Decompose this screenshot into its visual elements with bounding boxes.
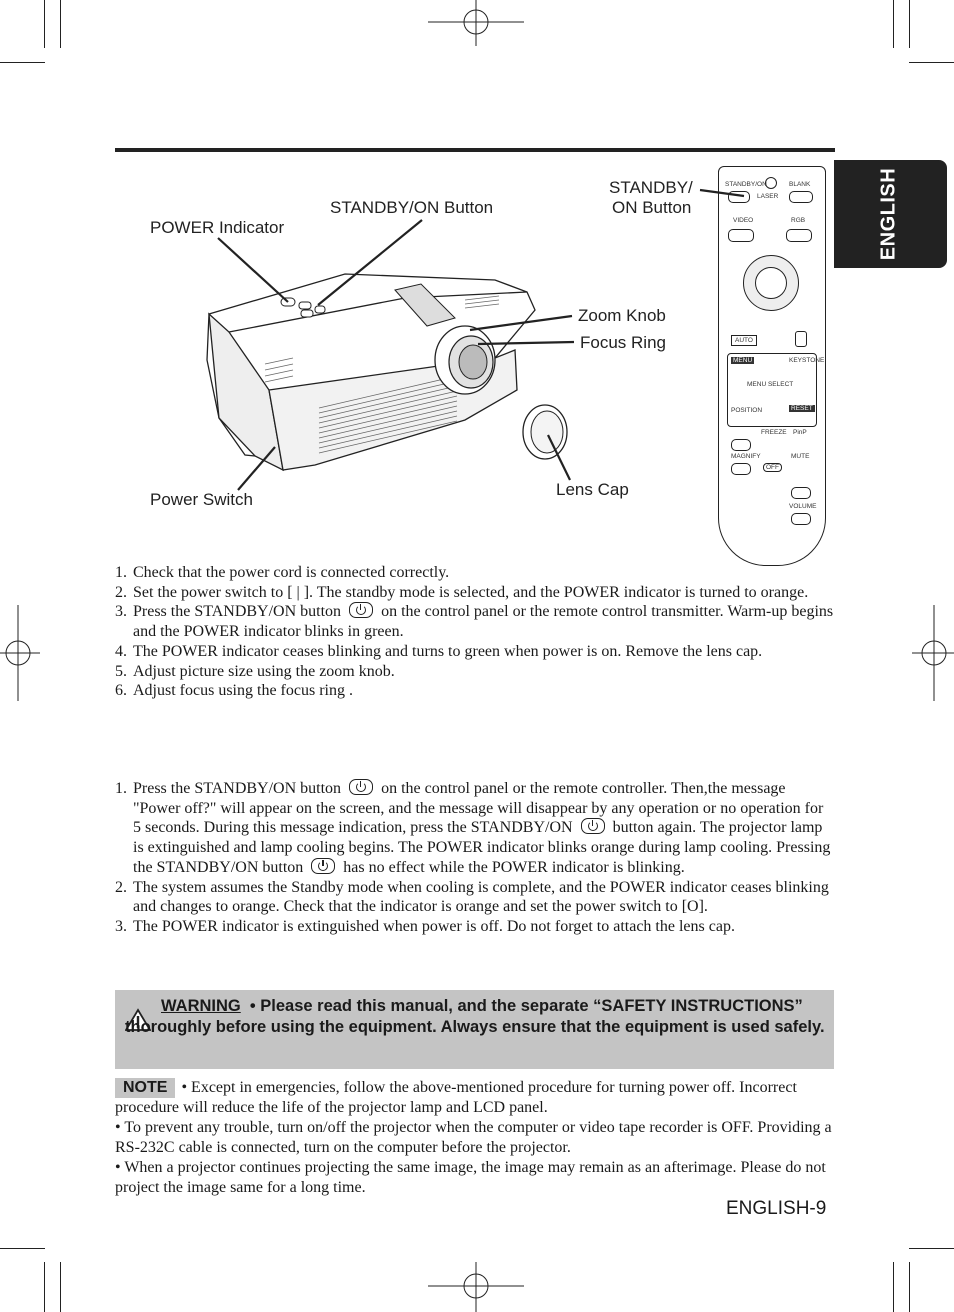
registration-mark [0, 605, 40, 701]
remote-label: LASER [757, 193, 779, 200]
list-item: 2. Set the power switch to [ | ]. The standby mode is selected, and the POWER indicator is turned to orange. [115, 583, 809, 601]
callout-lens-cap: Lens Cap [556, 480, 629, 499]
crop-mark [909, 1262, 910, 1312]
note-paragraph: • When a projector continues projecting the same image, the image may remain as an afterimage. Please do not project the image same for a long time. [115, 1159, 826, 1196]
registration-mark [428, 1262, 524, 1312]
list-item: 1. Press the STANDBY/ON button on the control panel or the remote controller. Then,the message "Power off?" will appear on the screen, and the message will disappear by any operation or no operation for 5 seconds. During this message indication, press the STANDBY/ON button again. The projector lamp is extinguished and lamp cooling begins. The POWER indicator blinks orange during lamp cooling. Pressing the STANDBY/ON button has no effect while the POWER indicator is blinking. [115, 780, 831, 876]
remote-label: STANDBY/ON [725, 181, 767, 188]
crop-mark [0, 1248, 45, 1249]
page-number: ENGLISH-9 [726, 1198, 827, 1219]
note-block [115, 1078, 835, 1198]
callout-zoom-knob: Zoom Knob [578, 306, 666, 325]
power-off-steps [115, 779, 835, 937]
standby-power-icon [349, 602, 373, 618]
list-item: 3. Press the STANDBY/ON button on the control panel or the remote control transmitter. Warm-up begins and the POWER indicator blinks in green. [115, 603, 834, 641]
remote-label: POSITION [731, 407, 763, 414]
callout-power-switch: Power Switch [150, 490, 253, 509]
power-on-steps [115, 563, 835, 701]
standby-power-icon [311, 858, 335, 874]
crop-mark [44, 1262, 45, 1312]
standby-power-icon [581, 818, 605, 834]
list-item: 1. Check that the power cord is connected correctly. [115, 564, 450, 581]
list-item: 5. Adjust picture size using the zoom knob. [115, 662, 395, 680]
remote-label: PinP [793, 429, 807, 436]
remote-label: MUTE [791, 453, 810, 460]
list-item: 2. The system assumes the Standby mode when cooling is complete, and the POWER indicator ceases blinking and changes to orange. Check that the indicator is orange and set the power switch to [O]. [115, 878, 829, 916]
callout-focus-ring: Focus Ring [580, 333, 666, 352]
crop-mark [60, 1262, 61, 1312]
registration-mark [912, 605, 954, 701]
crop-mark [909, 1248, 954, 1249]
remote-label: MAGNIFY [731, 453, 761, 460]
remote-auto-button[interactable]: AUTO [731, 335, 757, 346]
list-item: 3. The POWER indicator is extinguished when power is off. Do not forget to attach the lens cap. [115, 917, 735, 935]
remote-reset-button[interactable]: RESET [791, 405, 813, 412]
remote-label: BLANK [789, 181, 811, 188]
remote-label: VOLUME [789, 503, 817, 510]
remote-label: VIDEO [733, 217, 754, 224]
callout-remote-standby-line1: STANDBY/ [609, 178, 693, 197]
warning-box [115, 990, 834, 1069]
callout-remote-standby-line2: ON Button [612, 198, 692, 217]
remote-label: MENU SELECT [747, 381, 794, 388]
note-badge: NOTE [115, 1078, 175, 1098]
callout-power-indicator: POWER Indicator [150, 218, 285, 237]
note-paragraph: • To prevent any trouble, turn on/off the projector when the computer or video tape recorder is OFF. Providing a RS-232C cable is connected, turn on the computer before the projector. [115, 1119, 832, 1156]
remote-off-button[interactable]: OFF [763, 463, 782, 472]
callout-standby-button: STANDBY/ON Button [330, 198, 494, 217]
note-paragraph: • Except in emergencies, follow the above-mentioned procedure for turning power off. Incorrect procedure will reduce the life of the projector lamp and LCD panel. [115, 1079, 797, 1116]
leader-lines [0, 0, 954, 600]
remote-label: RGB [791, 217, 806, 224]
remote-label: KEYSTONE [789, 357, 825, 364]
crop-mark [893, 1262, 894, 1312]
list-item: 6. Adjust focus using the focus ring . [115, 682, 353, 700]
warning-text: • Please read this manual, and the separate “SAFETY INSTRUCTIONS” thoroughly before using the equipment. Always ensure that the equipment is used safely. [125, 997, 825, 1036]
remote-menu-button[interactable]: MENU [733, 357, 753, 364]
remote-label: FREEZE [761, 429, 787, 436]
warning-label: WARNING [161, 997, 241, 1015]
standby-power-icon [349, 779, 373, 795]
language-tab-label: ENGLISH [877, 167, 900, 261]
list-item: 4. The POWER indicator ceases blinking and turns to green when power is on. Remove the lens cap. [115, 642, 763, 660]
